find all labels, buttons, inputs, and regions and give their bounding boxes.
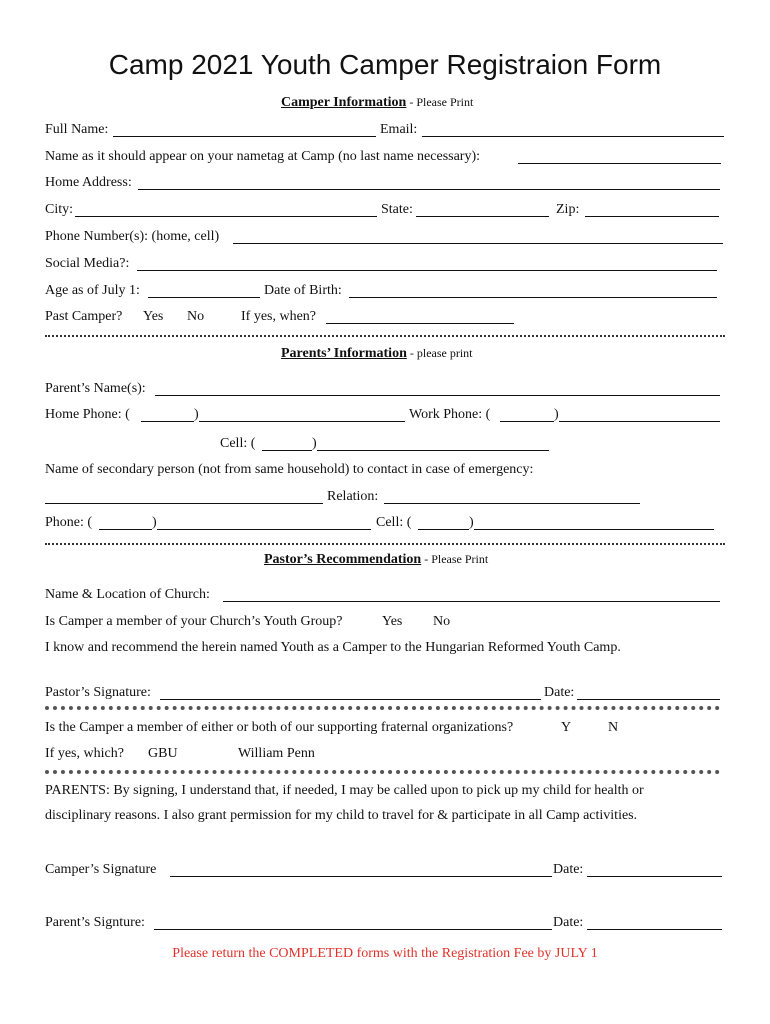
parents-info-heading [281, 345, 473, 362]
secondary-cell-field[interactable] [474, 529, 714, 530]
parents-info-note: - please print [406, 346, 473, 360]
secondary-cell-area-field[interactable] [418, 529, 469, 530]
age-label: Age as of July 1: [45, 283, 140, 298]
pastor-heading [264, 551, 488, 568]
work-phone-label: Work Phone: ( [409, 407, 491, 422]
camper-info-heading [281, 94, 473, 111]
secondary-name-field[interactable] [45, 503, 323, 504]
parent-names-field[interactable] [155, 395, 720, 396]
camper-date-field[interactable] [587, 876, 722, 877]
pastor-note: - Please Print [421, 552, 489, 566]
church-label: Name & Location of Church: [45, 587, 210, 602]
youth-group-question: Is Camper a member of your Church’s Youth Group? [45, 614, 343, 629]
work-phone-field[interactable] [559, 421, 720, 422]
secondary-phone-paren: ) [152, 515, 157, 530]
colon-divider [45, 706, 720, 710]
parent-signature-label: Parent’s Signture: [45, 915, 145, 930]
pastor-date-label: Date: [544, 685, 575, 700]
consent-line-1: PARENTS: By signing, I understand that, if needed, I may be called upon to pick up my child for health or [45, 783, 644, 798]
pastor-title: Pastor’s Recommendation [264, 552, 422, 567]
if-yes-when-label: If yes, when? [241, 309, 317, 324]
consent-line-2: disciplinary reasons. I also grant permission for my child to travel for & participate in all Camp activities. [45, 808, 638, 823]
return-notice-text: Please return the COMPLETED forms with the Registration Fee by JULY 1 [172, 946, 598, 961]
camper-date-label: Date: [553, 862, 584, 877]
if-yes-when-field[interactable] [326, 323, 514, 324]
work-phone-area-field[interactable] [500, 421, 554, 422]
fraternal-y[interactable]: Y [561, 720, 572, 735]
fraternal-which-label: If yes, which? [45, 746, 124, 761]
full-name-field[interactable] [113, 136, 376, 137]
pastor-signature-label: Pastor’s Signature: [45, 685, 151, 700]
full-name-label: Full Name: [45, 122, 109, 137]
home-address-field[interactable] [138, 189, 720, 190]
youth-group-yes[interactable]: Yes [382, 614, 403, 629]
fraternal-question: Is the Camper a member of either or both of our supporting fraternal organizations? [45, 720, 514, 735]
state-label: State: [381, 202, 413, 217]
camper-signature-field[interactable] [170, 876, 552, 877]
nametag-label: Name as it should appear on your nametag at Camp (no last name necessary): [45, 149, 481, 164]
state-field[interactable] [416, 216, 549, 217]
recommendation-statement: I know and recommend the herein named Youth as a Camper to the Hungarian Reformed Youth Camp. [45, 640, 621, 655]
section-divider [45, 335, 725, 337]
colon-divider [45, 770, 720, 774]
pastor-date-field[interactable] [577, 699, 720, 700]
parents-info-title: Parents’ Information [281, 346, 407, 361]
cell-field[interactable] [317, 450, 549, 451]
fraternal-william-penn[interactable]: William Penn [238, 746, 315, 761]
home-phone-area-field[interactable] [141, 421, 194, 422]
return-notice [0, 946, 770, 962]
cell-label: Cell: ( [220, 436, 256, 451]
secondary-phone-field[interactable] [157, 529, 371, 530]
form-title: Camp 2021 Youth Camper Registraion Form [108, 49, 662, 80]
relation-field[interactable] [384, 503, 640, 504]
age-field[interactable] [148, 297, 260, 298]
dob-label: Date of Birth: [264, 283, 342, 298]
past-camper-yes[interactable]: Yes [143, 309, 164, 324]
past-camper-no[interactable]: No [187, 309, 205, 324]
secondary-cell-paren: ) [469, 515, 474, 530]
relation-label: Relation: [327, 489, 379, 504]
parent-names-label: Parent’s Name(s): [45, 381, 146, 396]
camper-info-note: - Please Print [406, 95, 474, 109]
zip-label: Zip: [556, 202, 580, 217]
fraternal-gbu[interactable]: GBU [148, 746, 178, 761]
camper-signature-label: Camper’s Signature [45, 862, 157, 877]
church-field[interactable] [223, 601, 720, 602]
city-field[interactable] [75, 216, 377, 217]
phone-numbers-field[interactable] [233, 243, 723, 244]
social-media-field[interactable] [137, 270, 717, 271]
dob-field[interactable] [349, 297, 717, 298]
home-phone-paren: ) [194, 407, 199, 422]
social-media-label: Social Media?: [45, 256, 130, 271]
parent-date-label: Date: [553, 915, 584, 930]
nametag-field[interactable] [518, 163, 721, 164]
pastor-signature-field[interactable] [160, 699, 541, 700]
cell-area-field[interactable] [262, 450, 312, 451]
secondary-phone-area-field[interactable] [99, 529, 152, 530]
parent-date-field[interactable] [587, 929, 722, 930]
email-field[interactable] [422, 136, 724, 137]
home-phone-field[interactable] [199, 421, 405, 422]
section-divider [45, 543, 725, 545]
past-camper-label: Past Camper? [45, 309, 123, 324]
secondary-cell-label: Cell: ( [376, 515, 412, 530]
cell-paren: ) [312, 436, 317, 451]
home-address-label: Home Address: [45, 175, 132, 190]
phone-numbers-label: Phone Number(s): (home, cell) [45, 229, 220, 244]
secondary-contact-label: Name of secondary person (not from same household) to contact in case of emergency: [45, 462, 534, 477]
youth-group-no[interactable]: No [433, 614, 451, 629]
parent-signature-field[interactable] [154, 929, 552, 930]
fraternal-n[interactable]: N [608, 720, 619, 735]
city-label: City: [45, 202, 74, 217]
home-phone-label: Home Phone: ( [45, 407, 130, 422]
camper-info-title: Camper Information [281, 95, 407, 110]
zip-field[interactable] [585, 216, 719, 217]
secondary-phone-label: Phone: ( [45, 515, 93, 530]
email-label: Email: [380, 122, 418, 137]
work-phone-paren: ) [554, 407, 559, 422]
